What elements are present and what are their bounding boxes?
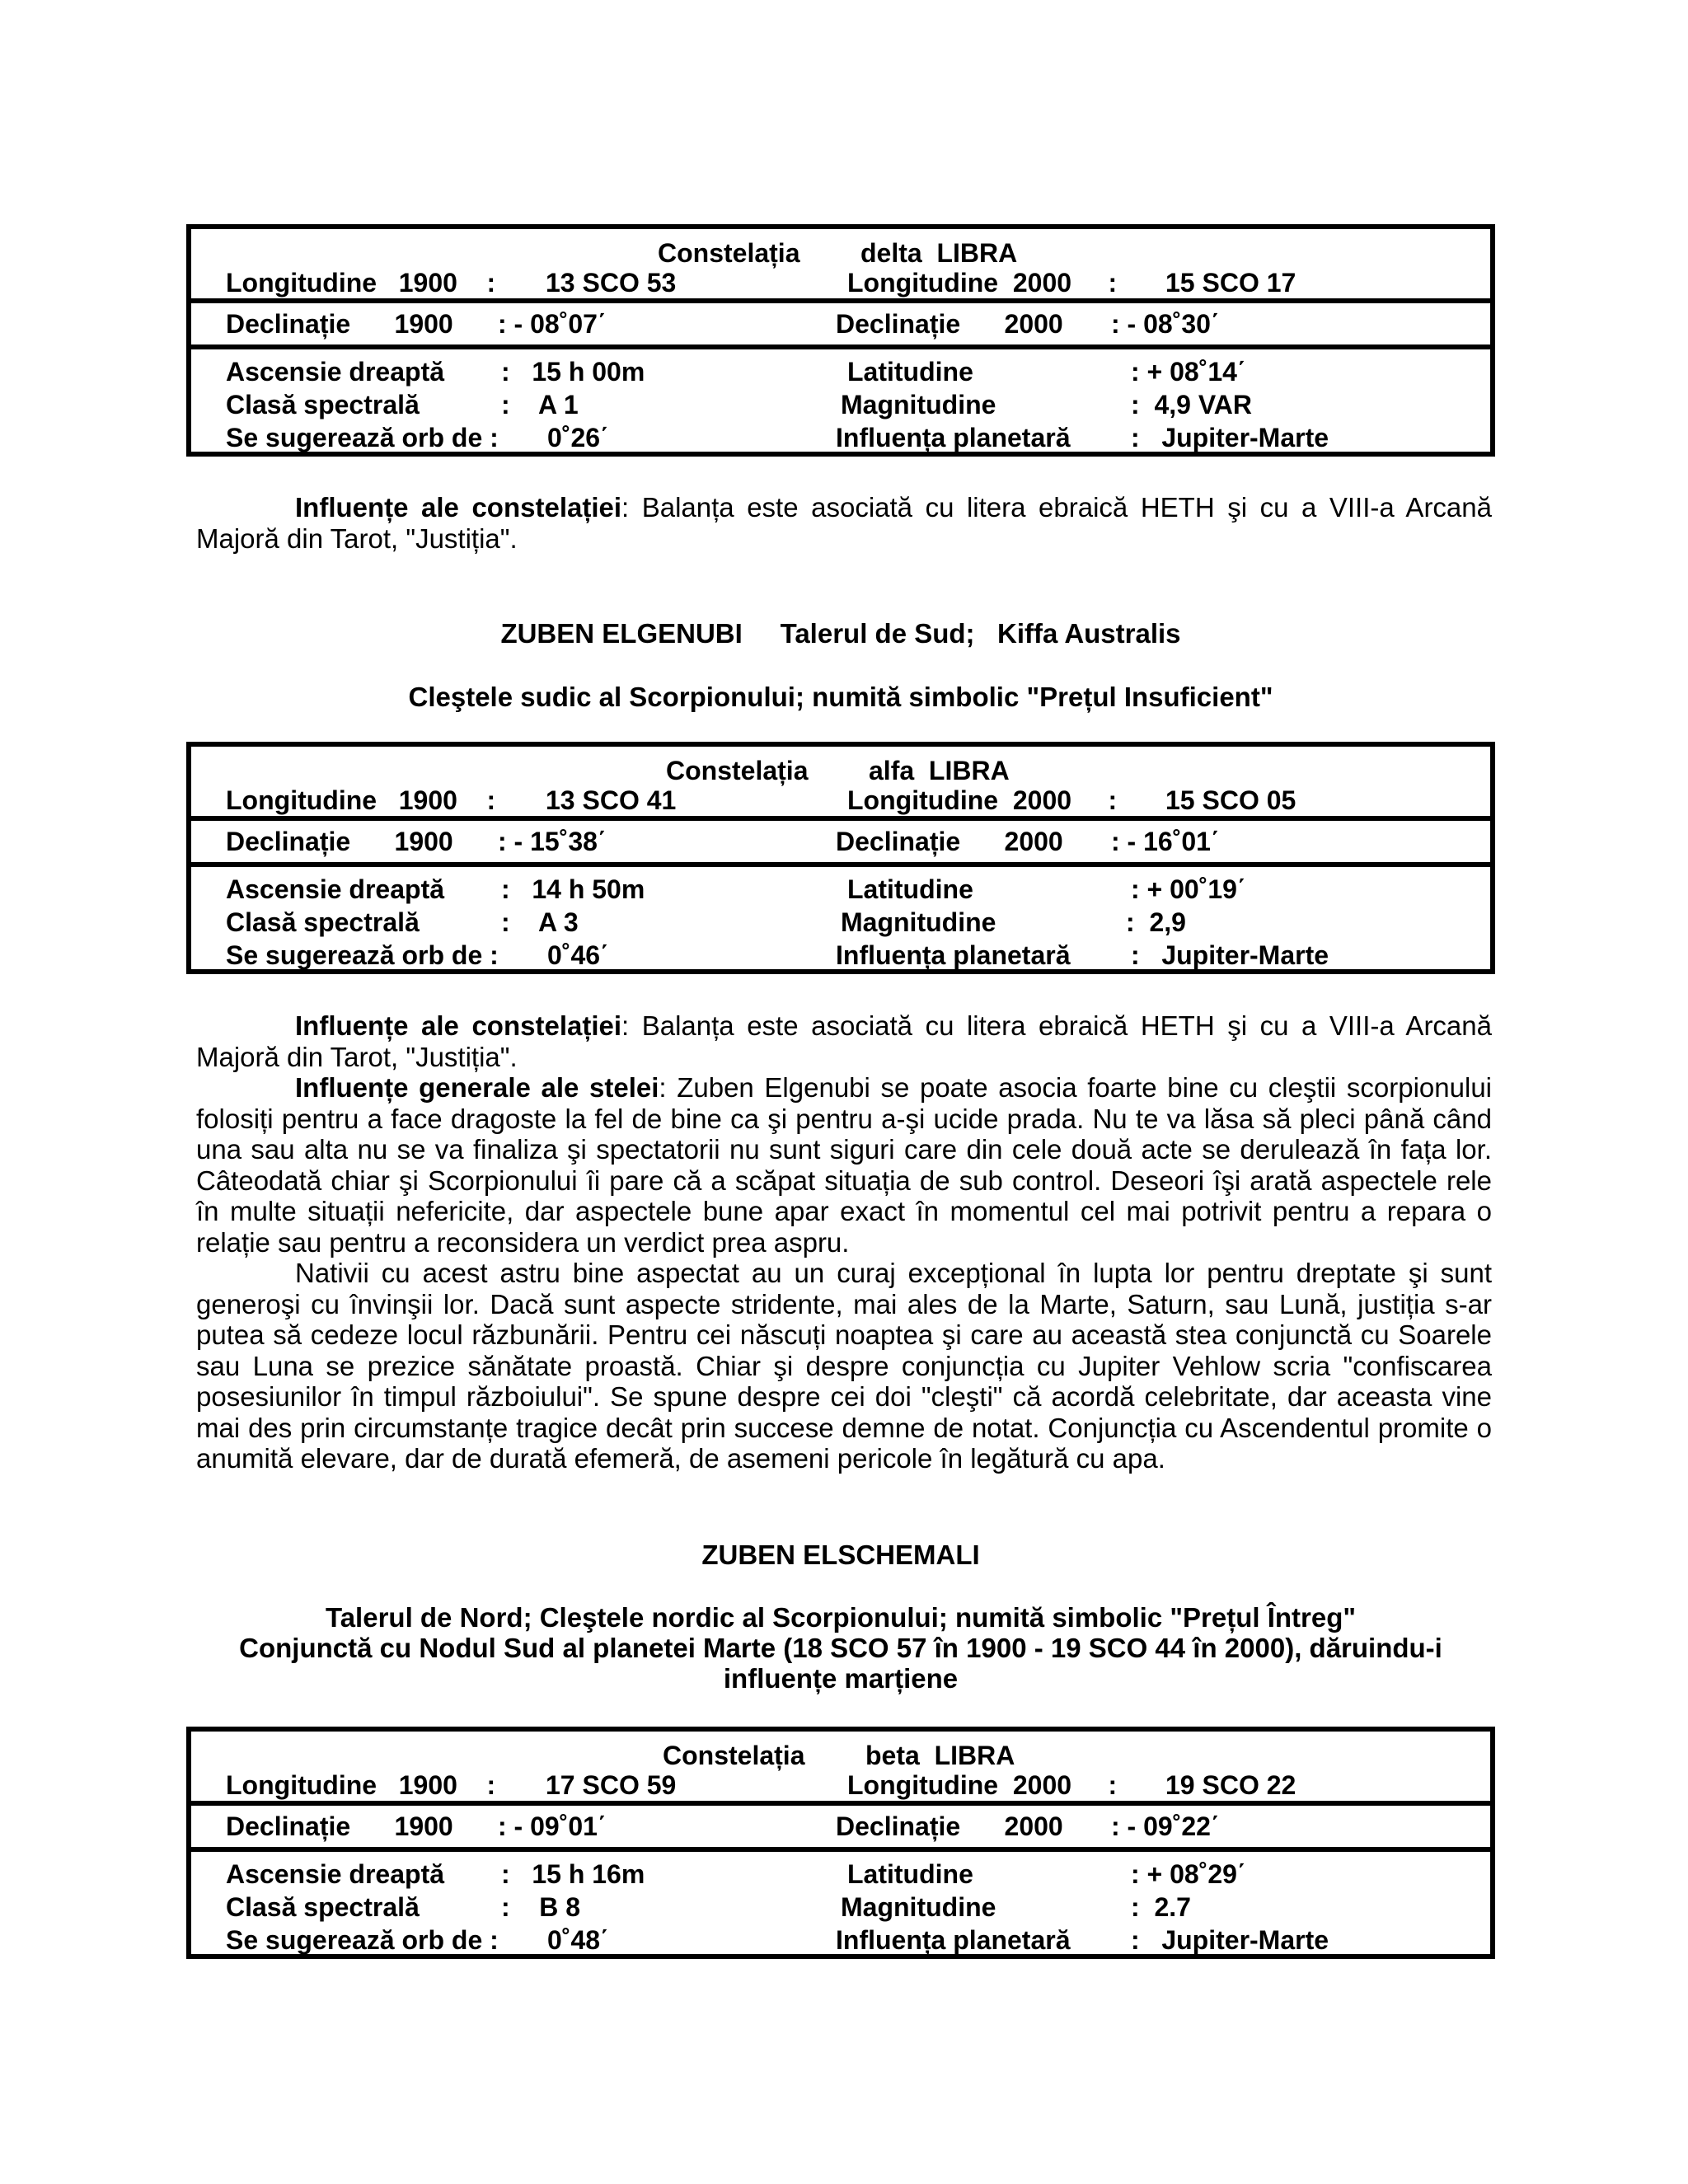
right-ascension-value: : 15 h 00m (501, 357, 645, 387)
longitude-1900-value: 13 SCO 53 (546, 268, 677, 298)
magnitude-label: Magnitudine (841, 390, 996, 419)
declination-1900-label: Declinație 1900 (226, 1811, 453, 1841)
declination-1900-value: : - 08˚07΄ (498, 309, 607, 339)
star-data-table-delta-libra (186, 224, 1495, 457)
longitude-1900-label: Longitudine 1900 : (226, 268, 496, 298)
spectral-class-label: Clasă spectrală (226, 1892, 420, 1922)
latitude-value: : + 08˚14΄ (1131, 357, 1246, 387)
declination-1900-label: Declinație 1900 (226, 827, 453, 856)
longitude-2000-value: 19 SCO 22 (1165, 1770, 1296, 1800)
right-ascension-label: Ascensie dreaptă (226, 874, 445, 904)
constellation-value: alfa LIBRA (869, 756, 1010, 785)
planetary-influence-value: : Jupiter-Marte (1131, 423, 1329, 452)
planetary-influence-label: Influența planetară (836, 940, 1071, 970)
longitude-2000-value: 15 SCO 05 (1165, 785, 1296, 815)
latitude-label: Latitudine (847, 1859, 973, 1889)
general-influence-text: : Zuben Elgenubi se poate asocia foarte bine cu cleştii scorpionului folosiți pentru a face dragoste la fel de bine ca şi pentru a-şi ucide prada. Nu te va lăsa să pleci până când una sau alta nu se va finaliza şi spectatorii nu sunt siguri care din cele două acte se derulează în fața lor. Câteodată chiar şi Scorpionului îi pare că a scăpat situația de sub control. Deseori îşi arată aspectele rele în multe situații nefericite, dar aspectele bune apar exact în momentul cel mai potrivit pentru a repara o relație sau pentru a reconsidera un verdict prea aspru. (196, 1072, 1493, 1258)
right-ascension-label: Ascensie dreaptă (226, 1859, 445, 1889)
magnitude-value: : 4,9 VAR (1131, 390, 1252, 419)
declination-2000-value: : - 16˚01΄ (1111, 827, 1220, 856)
natives-paragraph (196, 1258, 1492, 1474)
longitude-2000-label: Longitudine 2000 : (847, 268, 1118, 298)
zuben-elschemali-subheading-2: Conjunctă cu Nodul Sud al planetei Marte (18 SCO 57 în 1900 - 19 SCO 44 în 2000), dăruindu-i (239, 1633, 1442, 1663)
general-influence-label: Influențe generale ale stelei (295, 1072, 659, 1103)
longitude-1900-label: Longitudine 1900 : (226, 785, 496, 815)
spectral-class-value: : B 8 (501, 1892, 581, 1922)
latitude-label: Latitudine (847, 357, 973, 387)
magnitude-value: : 2.7 (1131, 1892, 1191, 1922)
right-ascension-value: : 14 h 50m (501, 874, 645, 904)
right-ascension-value: : 15 h 16m (501, 1859, 645, 1889)
magnitude-label: Magnitudine (841, 1892, 996, 1922)
declination-row (191, 816, 1490, 862)
longitude-1900-value: 17 SCO 59 (546, 1770, 677, 1800)
longitude-row (191, 747, 1490, 816)
details-rows (191, 344, 1490, 452)
star-data-table-beta-libra (186, 1727, 1495, 1959)
spectral-class-value: : A 1 (501, 390, 579, 419)
zuben-elschemali-heading: ZUBEN ELSCHEMALI (701, 1540, 980, 1570)
declination-2000-value: : - 08˚30΄ (1111, 309, 1220, 339)
influence-text: : Balanța este asociată cu litera ebraică HETH şi cu a VIII-a Arcană Majoră din Tarot, "Justiția". (196, 1010, 1492, 1072)
constellation-label: Constelația (658, 238, 800, 268)
declination-1900-value: : - 15˚38΄ (498, 827, 607, 856)
influence-label: Influențe ale constelației (295, 492, 622, 523)
orb-label: Se sugerează orb de : (226, 940, 499, 970)
orb-value: 0˚46΄ (547, 940, 609, 970)
planetary-influence-value: : Jupiter-Marte (1131, 940, 1329, 970)
star-data-table-alfa-libra (186, 742, 1495, 974)
longitude-row (191, 1732, 1490, 1801)
natives-text: Nativii cu acest astru bine aspectat au un curaj excepțional în lupta lor pentru dreptate şi sunt generoşi cu învinşii lor. Dacă sunt aspecte stridente, mai ales de la Marte, Saturn, sau Lună, justiția s-ar putea să cedeze locul răzbunării. Pentru cei născuți noaptea şi care au această stea conjunctă cu Soarele sau Luna se prezice sănătate proastă. Chiar şi despre conjuncția cu Jupiter Vehlow scria "confiscarea posesiunilor în timpul războiului". Se spune despre cei doi "cleşti" că acordă celebritate, dar aceasta vine mai des prin circumstanțe tragice decât prin succese demne de notat. Conjuncția cu Ascendentul promite o anumită elevare, dar de durată efemeră, de asemeni pericole în legătură cu apa. (196, 1258, 1492, 1474)
constellation-influence-paragraph-2 (196, 1010, 1492, 1072)
orb-label: Se sugerează orb de : (226, 423, 499, 452)
spectral-class-label: Clasă spectrală (226, 390, 420, 419)
spectral-class-value: : A 3 (501, 907, 579, 937)
declination-2000-label: Declinație 2000 (836, 827, 1063, 856)
declination-2000-label: Declinație 2000 (836, 1811, 1063, 1841)
longitude-1900-label: Longitudine 1900 : (226, 1770, 496, 1800)
zuben-elgenubi-heading: ZUBEN ELGENUBI Talerul de Sud; Kiffa Australis (500, 618, 1181, 649)
orb-value: 0˚26΄ (547, 423, 609, 452)
constellation-value: delta LIBRA (860, 238, 1018, 268)
magnitude-value: : 2,9 (1126, 907, 1186, 937)
orb-label: Se sugerează orb de : (226, 1925, 499, 1955)
details-rows (191, 1847, 1490, 1954)
declination-row (191, 298, 1490, 344)
influence-label: Influențe ale constelației (295, 1010, 622, 1041)
constellation-influence-paragraph-1 (196, 492, 1492, 554)
latitude-value: : + 00˚19΄ (1131, 874, 1246, 904)
longitude-2000-label: Longitudine 2000 : (847, 785, 1118, 815)
spectral-class-label: Clasă spectrală (226, 907, 420, 937)
details-rows (191, 862, 1490, 969)
constellation-label: Constelația (663, 1741, 805, 1770)
zuben-elgenubi-subheading: Cleştele sudic al Scorpionului; numită simbolic "Prețul Insuficient" (408, 682, 1273, 712)
latitude-label: Latitudine (847, 874, 973, 904)
declination-2000-value: : - 09˚22΄ (1111, 1811, 1220, 1841)
planetary-influence-label: Influența planetară (836, 1925, 1071, 1955)
longitude-2000-label: Longitudine 2000 : (847, 1770, 1118, 1800)
magnitude-label: Magnitudine (841, 907, 996, 937)
planetary-influence-value: : Jupiter-Marte (1131, 1925, 1329, 1955)
star-general-influence-paragraph (196, 1072, 1492, 1258)
constellation-value: beta LIBRA (865, 1741, 1015, 1770)
constellation-label: Constelația (666, 756, 809, 785)
latitude-value: : + 08˚29΄ (1131, 1859, 1246, 1889)
zuben-elschemali-subheading-1: Talerul de Nord; Cleştele nordic al Scorpionului; numită simbolic "Prețul Întreg" (325, 1602, 1357, 1633)
zuben-elschemali-subheading-3: influențe marțiene (723, 1663, 959, 1694)
longitude-row (191, 229, 1490, 298)
planetary-influence-label: Influența planetară (836, 423, 1071, 452)
declination-1900-value: : - 09˚01΄ (498, 1811, 607, 1841)
declination-2000-label: Declinație 2000 (836, 309, 1063, 339)
declination-row (191, 1801, 1490, 1847)
influence-text: : Balanța este asociată cu litera ebraică HETH şi cu a VIII-a Arcană Majoră din Tarot, "Justiția". (196, 492, 1492, 554)
longitude-1900-value: 13 SCO 41 (546, 785, 677, 815)
orb-value: 0˚48΄ (547, 1925, 609, 1955)
right-ascension-label: Ascensie dreaptă (226, 357, 445, 387)
longitude-2000-value: 15 SCO 17 (1165, 268, 1296, 298)
declination-1900-label: Declinație 1900 (226, 309, 453, 339)
